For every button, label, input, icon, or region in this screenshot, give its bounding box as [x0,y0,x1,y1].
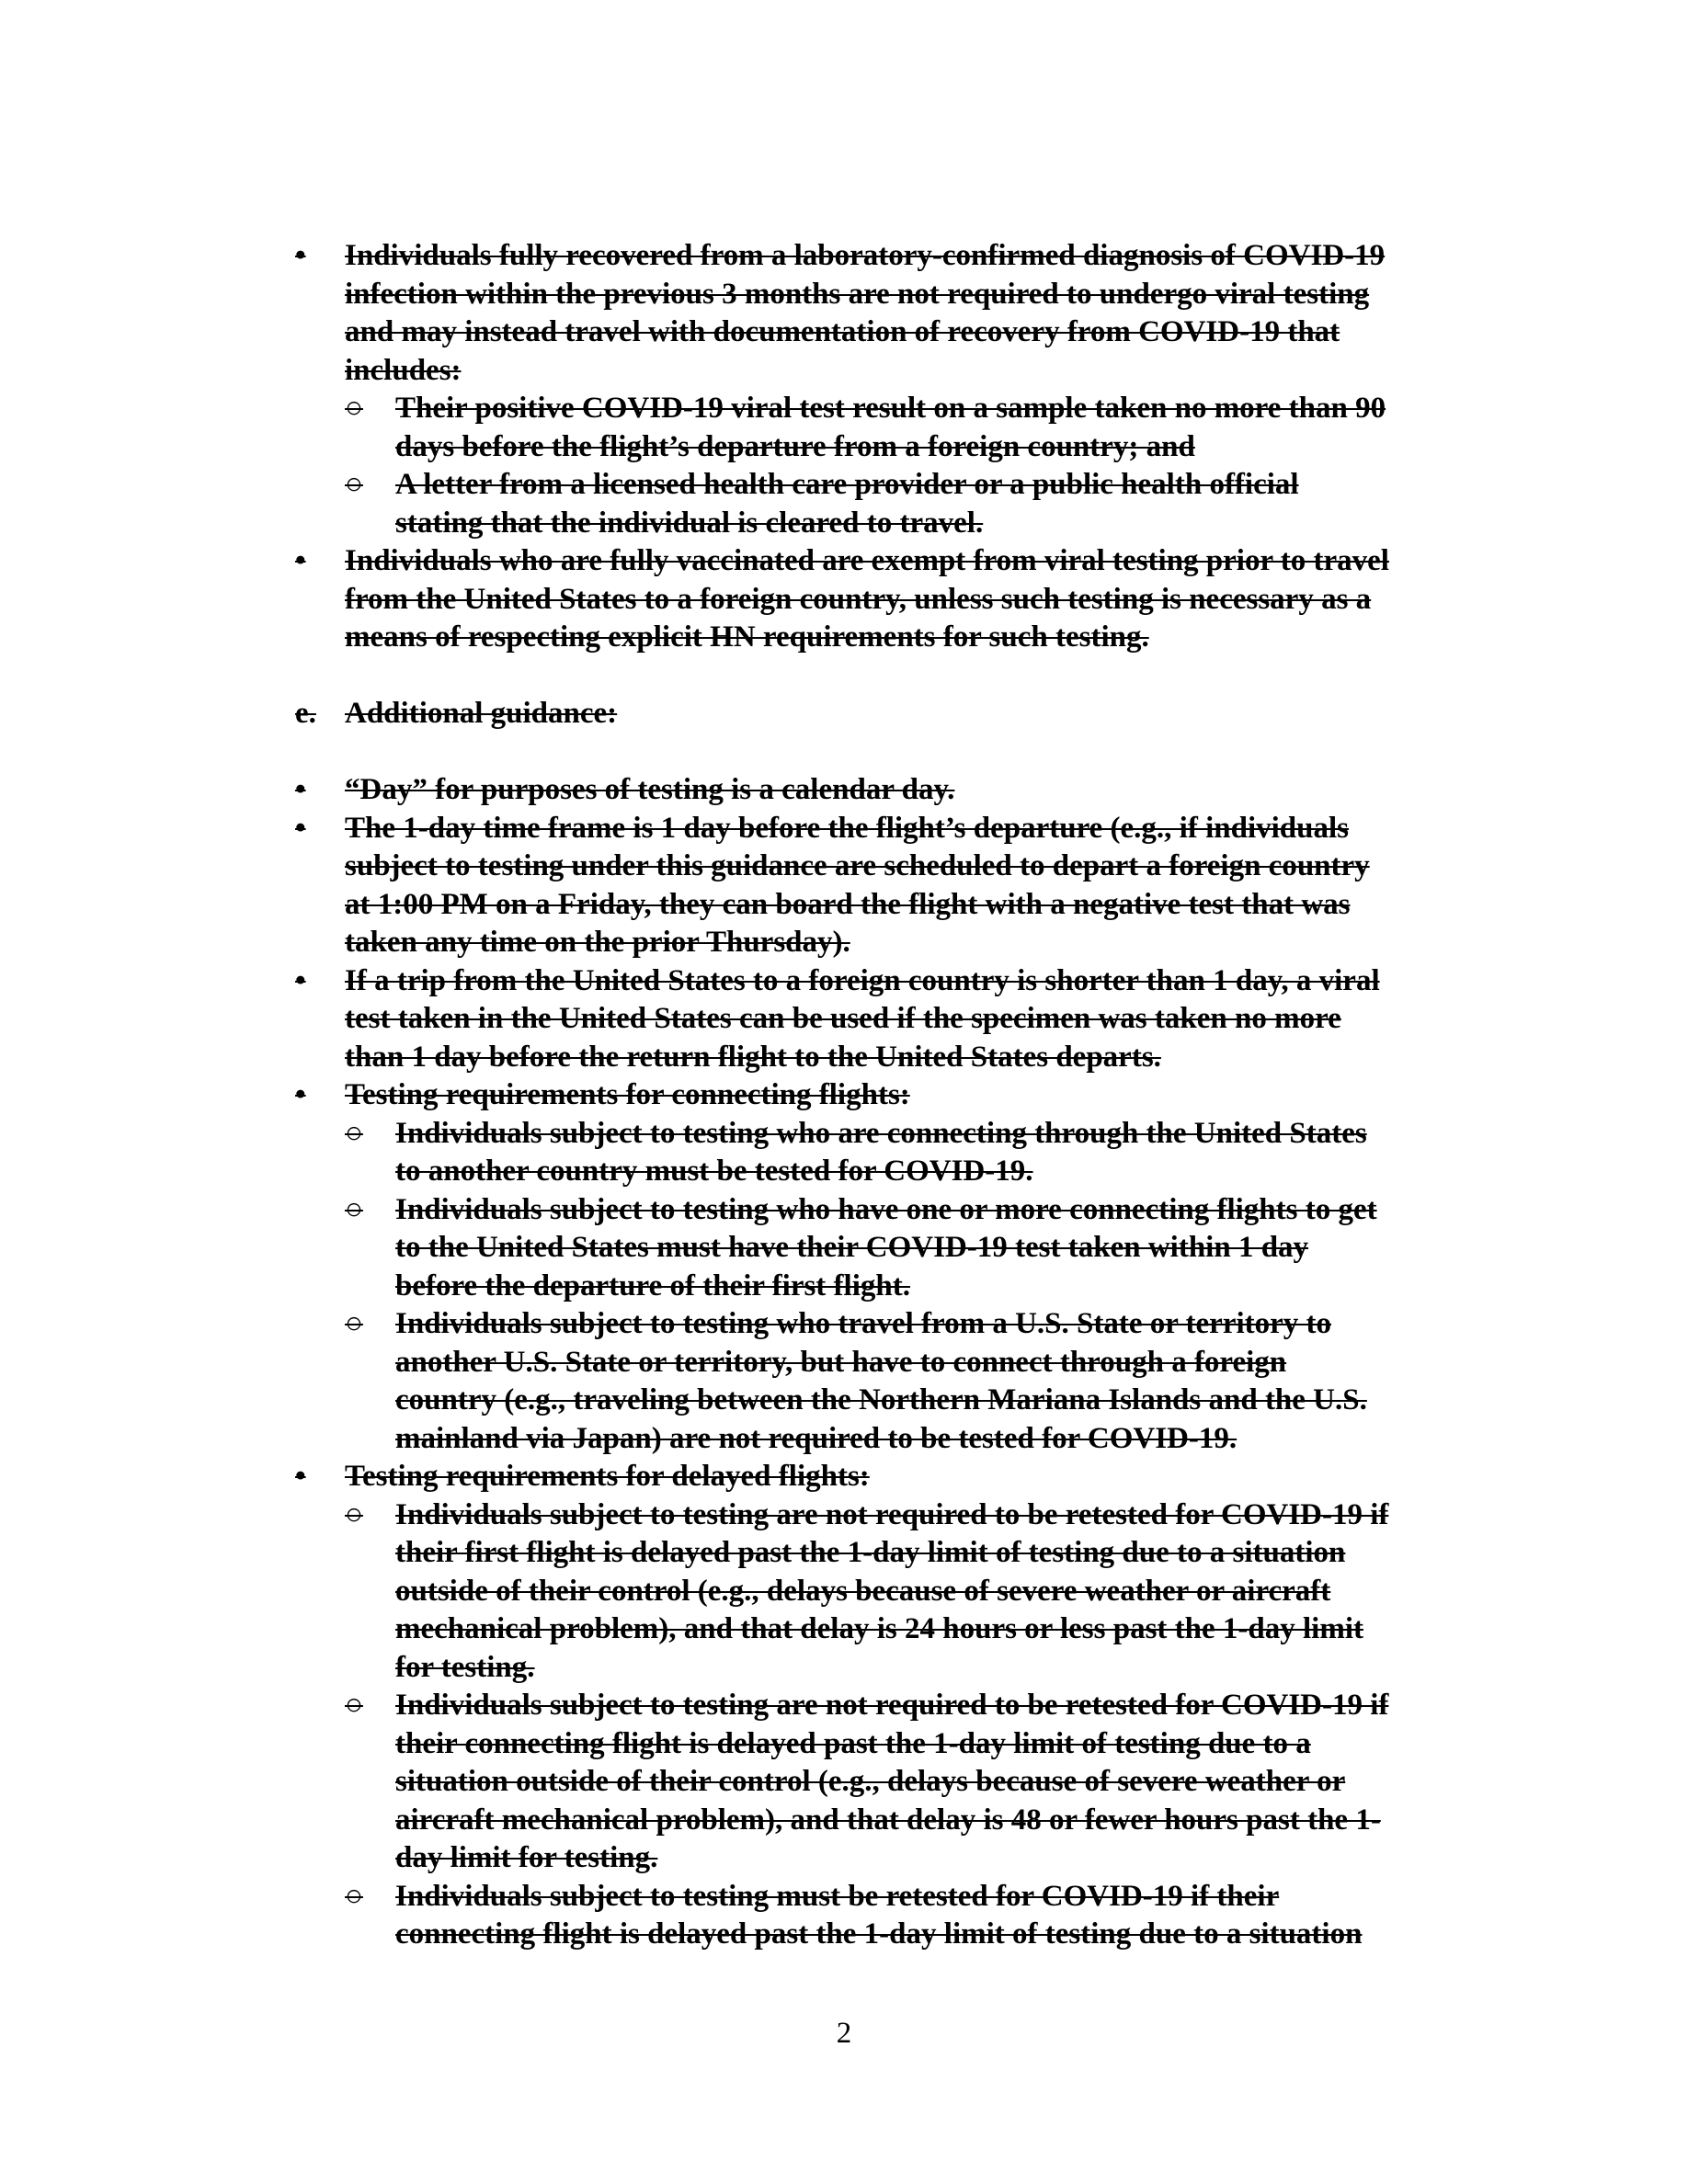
text-line [295,276,1490,314]
text-line [295,1076,1490,1115]
document-body [295,237,1490,1954]
text-line [295,1573,1490,1611]
line-text: subject to testing under this guidance are scheduled to depart a foreign country [345,849,1370,882]
text-line [295,1191,1490,1230]
text-line [295,428,1490,467]
line-text: means of respecting explicit HN requirements for such testing. [345,620,1149,654]
text-line [295,1000,1490,1039]
sub-list-item [295,1305,1490,1458]
text-line [295,1420,1490,1459]
text-line [295,466,1490,505]
text-line [295,1344,1490,1382]
section-marker: e. [295,697,316,730]
text-line [295,352,1490,391]
line-text: Additional guidance: [345,697,618,730]
line-text: Individuals subject to testing are not required to be retested for COVID-19 if [395,1497,1389,1531]
text-line [295,313,1490,352]
line-text: Individuals who are fully vaccinated are exempt from viral testing prior to travel [345,544,1389,577]
hollow-bullet-icon: ○ [345,1192,363,1226]
text-line [295,886,1490,925]
sub-list-item [295,1878,1490,1954]
line-text: mainland via Japan) are not required to be tested for COVID-19. [395,1421,1237,1455]
text-line [295,1610,1490,1649]
text-line [295,1458,1490,1496]
line-text: their connecting flight is delayed past the 1-day limit of testing due to a [395,1726,1311,1760]
line-text: Testing requirements for connecting flights: [345,1078,910,1111]
sub-list-item [295,1687,1490,1878]
line-text: Individuals subject to testing who have one or more connecting flights to get [395,1192,1377,1226]
list-item [295,771,1490,810]
bullet-icon: • [295,1078,306,1111]
text-line [295,237,1490,276]
list-item [295,1458,1490,1496]
page-number: 2 [836,2017,852,2050]
line-text: includes: [345,353,462,387]
bullet-icon: • [295,544,306,577]
text-line [295,390,1490,428]
text-line [295,1687,1490,1725]
text-line [295,1839,1490,1878]
text-line [295,1649,1490,1688]
line-text: Individuals fully recovered from a laboratory-confirmed diagnosis of COVID-19 [345,239,1386,272]
line-text: at 1:00 PM on a Friday, they can board the flight with a negative test that was [345,887,1351,921]
line-text: for testing. [395,1650,535,1684]
text-line [295,1268,1490,1306]
line-text: mechanical problem), and that delay is 24 hours or less past the 1-day limit [395,1612,1363,1645]
text-line [295,1039,1490,1077]
text-line [295,1534,1490,1573]
hollow-bullet-icon: ○ [345,1879,363,1913]
text-line [295,542,1490,581]
text-line [295,962,1490,1001]
bullet-icon: • [295,239,306,272]
line-text: their first flight is delayed past the 1-day limit of testing due to a situation [395,1536,1346,1569]
line-text: stating that the individual is cleared to travel. [395,506,984,540]
line-text: Individuals subject to testing are not required to be retested for COVID-19 if [395,1689,1389,1722]
line-text: Individuals subject to testing who travel from a U.S. State or territory to [395,1307,1332,1340]
line-text: infection within the previous 3 months are not required to undergo viral testing [345,277,1370,311]
line-text: to another country must be tested for COVID-19. [395,1155,1033,1188]
text-line [295,1496,1490,1535]
line-text: before the departure of their first flight. [395,1268,910,1302]
hollow-bullet-icon: ○ [345,1497,363,1531]
text-line [295,1763,1490,1802]
list-item [295,542,1490,657]
line-text: If a trip from the United States to a foreign country is shorter than 1 day, a viral [345,963,1380,997]
line-text: connecting flight is delayed past the 1-day limit of testing due to a situation [395,1917,1363,1951]
line-text: Testing requirements for delayed flights: [345,1460,870,1493]
line-text: test taken in the United States can be used if the specimen was taken no more [345,1002,1341,1035]
text-line [295,581,1490,620]
hollow-bullet-icon: ○ [345,1307,363,1340]
line-text: another U.S. State or territory, but have to connect through a foreign [395,1345,1287,1379]
text-line [295,1229,1490,1268]
line-text: days before the flight’s departure from a foreign country; and [395,429,1195,463]
bullet-icon: • [295,773,306,806]
line-text: aircraft mechanical problem), and that delay is 48 or fewer hours past the 1- [395,1803,1381,1837]
line-text: situation outside of their control (e.g., delays because of severe weather or [395,1765,1346,1798]
line-text: country (e.g., traveling between the Northern Mariana Islands and the U.S. [395,1383,1367,1416]
line-text: Individuals subject to testing who are connecting through the United States [395,1116,1367,1150]
hollow-bullet-icon: ○ [345,1116,363,1150]
hollow-bullet-icon: ○ [345,1689,363,1722]
text-line [295,1878,1490,1917]
bullet-icon: • [295,1460,306,1493]
sub-list-item [295,1191,1490,1306]
sub-list-item [295,1496,1490,1688]
line-text: “Day” for purposes of testing is a calendar day. [345,773,955,806]
line-text: from the United States to a foreign country, unless such testing is necessary as a [345,582,1372,616]
bullet-icon: • [295,811,306,845]
list-item [295,237,1490,390]
line-text: Their positive COVID-19 viral test result on a sample taken no more than 90 [395,392,1386,425]
text-line [295,771,1490,810]
text-line [295,1115,1490,1154]
section-heading [295,695,1490,734]
text-line [295,1916,1490,1954]
text-line [295,1153,1490,1191]
list-item [295,810,1490,962]
text-line [295,505,1490,543]
line-text: to the United States must have their COVID-19 test taken within 1 day [395,1231,1309,1264]
bullet-icon: • [295,963,306,997]
text-line [295,1802,1490,1840]
text-line [295,1305,1490,1344]
hollow-bullet-icon: ○ [345,392,363,425]
line-text: and may instead travel with documentation of recovery from COVID-19 that [345,315,1340,348]
sub-list-item [295,466,1490,542]
line-text: taken any time on the prior Thursday). [345,926,850,959]
line-text: than 1 day before the return flight to the United States departs. [345,1040,1161,1074]
list-item [295,962,1490,1077]
line-text: outside of their control (e.g., delays because of severe weather or aircraft [395,1574,1331,1608]
list-item [295,1076,1490,1115]
text-line [295,1725,1490,1764]
text-line [295,847,1490,886]
text-line [295,810,1490,848]
sub-list-item [295,390,1490,466]
text-line [295,695,1490,734]
text-line [295,619,1490,657]
line-text: Individuals subject to testing must be retested for COVID-19 if their [395,1879,1280,1913]
hollow-bullet-icon: ○ [345,468,363,501]
text-line [295,924,1490,962]
text-line [295,1382,1490,1420]
line-text: The 1-day time frame is 1 day before the flight’s departure (e.g., if individuals [345,811,1349,845]
line-text: day limit for testing. [395,1841,658,1874]
line-text: A letter from a licensed health care provider or a public health official [395,468,1299,501]
sub-list-item [295,1115,1490,1191]
